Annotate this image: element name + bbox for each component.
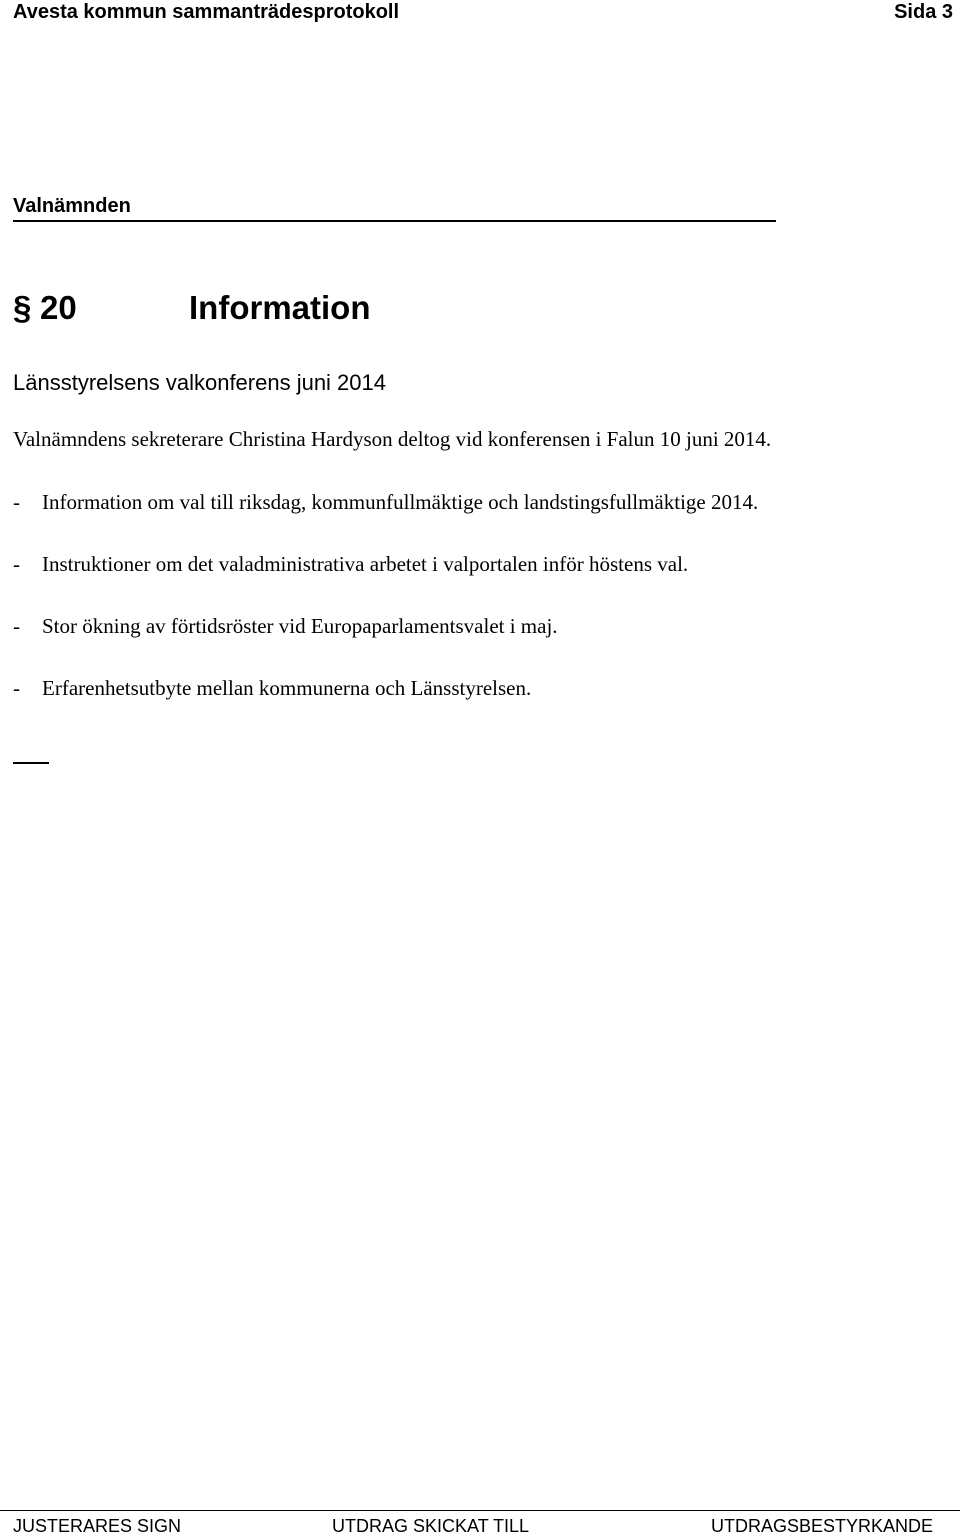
footer-utdrag-skickat-till: UTDRAG SKICKAT TILL bbox=[332, 1516, 530, 1536]
bullet-dash: - bbox=[13, 614, 20, 638]
page-number: Sida 3 bbox=[894, 1, 953, 23]
bullet-dash: - bbox=[13, 676, 20, 700]
footer-justerares-sign: JUSTERARES SIGN bbox=[13, 1516, 182, 1536]
section-end-rule bbox=[13, 762, 49, 764]
section-title: Information bbox=[189, 289, 371, 326]
intro-paragraph: Valnämndens sekreterare Christina Hardyson deltog vid konferensen i Falun 10 juni 2014. bbox=[13, 427, 772, 451]
committee-underline bbox=[13, 220, 776, 222]
footer-utdragsbestyrkande: UTDRAGSBESTYRKANDE bbox=[710, 1516, 933, 1536]
committee-name: Valnämnden bbox=[13, 195, 131, 217]
footer-rule bbox=[0, 1510, 960, 1511]
page-header-title: Avesta kommun sammanträdesprotokoll bbox=[13, 1, 400, 23]
bullet-dash: - bbox=[13, 490, 20, 514]
subheading: Länsstyrelsens valkonferens juni 2014 bbox=[13, 370, 387, 395]
bullet-item: Stor ökning av förtidsröster vid Europaparlamentsvalet i maj. bbox=[42, 614, 558, 638]
section-sign: § bbox=[13, 289, 32, 326]
bullet-item: Information om val till riksdag, kommunfullmäktige och landstingsfullmäktige 2014. bbox=[42, 490, 759, 514]
bullet-dash: - bbox=[13, 552, 20, 576]
section-number: 20 bbox=[40, 289, 77, 326]
bullet-item: Instruktioner om det valadministrativa arbetet i valportalen inför höstens val. bbox=[42, 552, 689, 576]
bullet-item: Erfarenhetsutbyte mellan kommunerna och Länsstyrelsen. bbox=[42, 676, 532, 700]
